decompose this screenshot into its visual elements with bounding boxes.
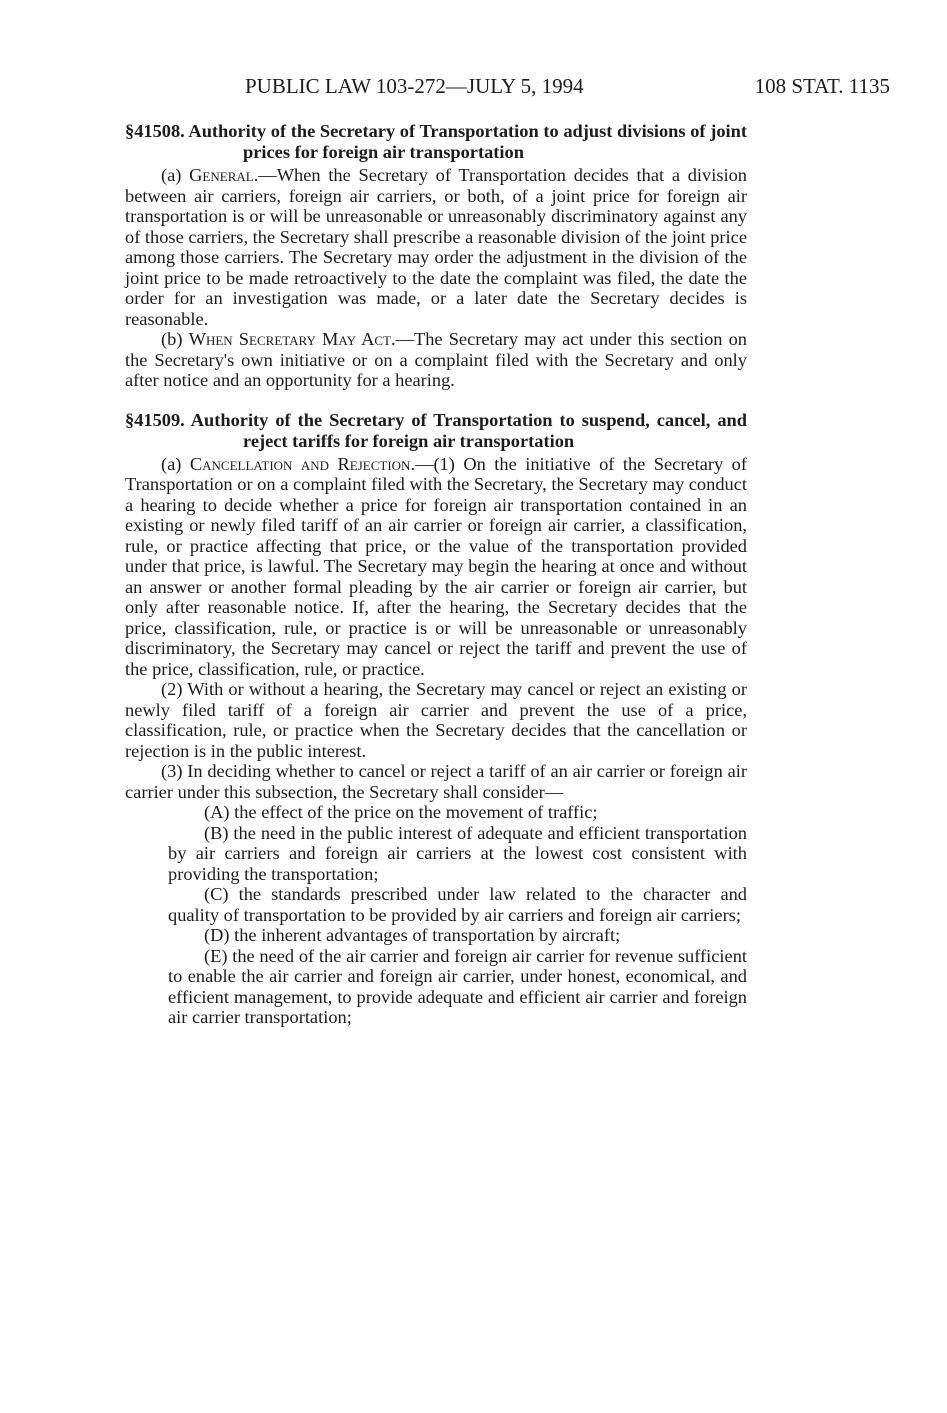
section-41508-subsection-a	[125, 165, 747, 329]
clause-d: (D) the inherent advantages of transportation by aircraft;	[204, 925, 621, 945]
subsection-a-label: (a)	[161, 453, 190, 474]
section-41509-heading: §41509. Authority of the Secretary of Transportation to suspend, cancel, and reject tariffs for foreign air transportation	[125, 409, 747, 451]
section-41508-heading: §41508. Authority of the Secretary of Transportation to adjust divisions of joint prices for foreign air transportation	[125, 121, 747, 162]
clause-b: (B) the need in the public interest of adequate and efficient transportation by air carriers and foreign air carriers at the lowest cost consistent with providing the transportation;	[168, 822, 747, 884]
section-41509-paragraph-2: (2) With or without a hearing, the Secretary may cancel or reject an existing or newly filed tariff of a foreign air carrier and prevent the use of a price, classification, rule, or practice when the Secretary decides that the cancellation or rejection is in the public interest.	[125, 679, 747, 761]
clause-a: (A) the effect of the price on the movement of traffic;	[204, 802, 598, 822]
clause-e: (E) the need of the air carrier and foreign air carrier for revenue sufficient to enable the air carrier and foreign air carrier, under honest, economical, and efficient management, to provide adequate and efficient air carrier and foreign air carrier transportation;	[168, 945, 747, 1027]
subsection-a-label: (a)	[161, 165, 190, 185]
public-law-citation: PUBLIC LAW 103-272—JULY 5, 1994	[245, 74, 584, 98]
document-body	[125, 121, 747, 1028]
statute-page-number: 108 STAT. 1135	[754, 74, 890, 98]
clause-c: (C) the standards prescribed under law related to the character and quality of transportation to be provided by air carriers and foreign air carriers;	[168, 884, 747, 925]
section-spacer	[125, 391, 747, 410]
section-41509-subsection-a-1	[125, 454, 747, 680]
subsection-a-caption: General.	[189, 165, 259, 185]
subsection-b-text: —The Secretary may act under this section on the Secretary's own initiative or on a complaint filed with the Secretary and only after notice and an opportunity for a hearing.	[125, 329, 747, 390]
section-41509-paragraph-3: (3) In deciding whether to cancel or reject a tariff of an air carrier or foreign air carrier under this subsection, the Secretary shall consider—	[125, 761, 747, 802]
running-header	[125, 72, 890, 100]
subsection-a-caption: Cancellation and Rejection.	[189, 453, 416, 474]
paragraph-1-text: —(1) On the initiative of the Secretary of Transportation or on a complaint filed with the Secretary, the Secretary may conduct a hearing to decide whether a price for foreign air transportation contained in an existing or newly filed tariff of an air carrier or foreign air carrier, a classification, rule, or practice affecting that price, or the value of the transportation provided under that price, is lawful. The Secretary may begin the hearing at once and without an answer or another formal pleading by the air carrier or foreign air carrier, but only after reasonable notice. If, after the hearing, the Secretary decides that the price, classification, rule, or practice is or will be unreasonable or unreasonably discriminatory, the Secretary may cancel or reject the tariff and prevent the use of the price, classification, rule, or practice.	[125, 453, 748, 679]
section-41508-subsection-b	[125, 329, 747, 391]
subsection-b-caption: When Secretary May Act.	[188, 329, 396, 349]
subsection-a-text: —When the Secretary of Transportation decides that a division between air carriers, foreign air carriers, or both, of a joint price for foreign air transportation is or will be unreasonable or unreasonably discriminatory against any of those carriers, the Secretary shall prescribe a reasonable division of the joint price among those carriers. The Secretary may order the adjustment in the division of the joint price to be made retroactively to the date the complaint was filed, the date the order for an investigation was made, or a later date the Secretary decides is reasonable.	[125, 165, 747, 329]
subsection-b-label: (b)	[161, 329, 189, 349]
